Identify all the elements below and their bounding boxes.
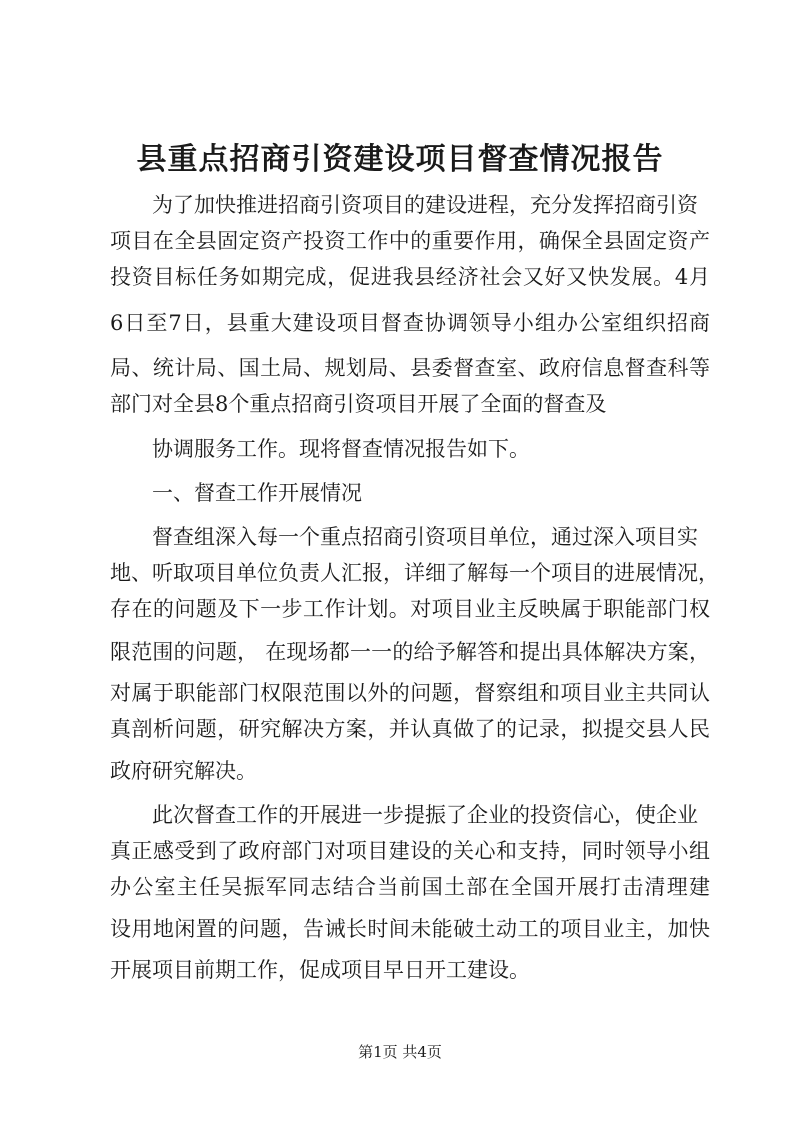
section-heading: 一、督查工作开展情况 — [152, 481, 362, 505]
paragraph-line: 真正感受到了政府部门对项目建设的关心和支持，同时领导小组 — [110, 839, 710, 863]
paragraph-line: 存在的问题及下一步工作计划。对项目业主反映属于职能部门权 — [110, 597, 710, 621]
paragraph-line: 真剖析问题，研究解决方案，并认真做了的记录，拟提交县人民 — [110, 717, 710, 741]
document-title: 县重点招商引资建设项目督查情况报告 — [136, 142, 664, 177]
paragraph-line: 项目在全县固定资产投资工作中的重要作用，确保全县固定资产 — [110, 229, 710, 253]
paragraph-line: 地、听取项目单位负责人汇报，详细了解每一个项目的进展情况， — [110, 561, 719, 585]
paragraph-line: 协调服务工作。现将督查情况报告如下。 — [152, 437, 530, 461]
paragraph-line: 对属于职能部门权限范围以外的问题，督察组和项目业主共同认 — [110, 681, 710, 705]
page-number: 第1页 共4页 — [358, 1043, 442, 1061]
paragraph-line: 开展项目前期工作，促成项目早日开工建设。 — [110, 958, 530, 982]
paragraph-line: 局、统计局、国土局、规划局、县委督查室、政府信息督查科等 — [110, 356, 710, 380]
paragraph-line: 政府研究解决。 — [110, 759, 257, 783]
paragraph-line: 督查组深入每一个重点招商引资项目单位，通过深入项目实 — [152, 525, 698, 549]
paragraph-line: 办公室主任吴振军同志结合当前国土部在全国开展打击清理建 — [110, 875, 710, 899]
paragraph-line: 6日至7日，县重大建设项目督查协调领导小组办公室组织招商 — [110, 311, 710, 335]
paragraph-line: 部门对全县8个重点招商引资项目开展了全面的督查及 — [110, 392, 607, 416]
paragraph-line: 限范围的问题， 在现场都一一的给予解答和提出具体解决方案， — [110, 640, 710, 664]
paragraph-line: 为了加快推进招商引资项目的建设进程，充分发挥招商引资 — [152, 193, 698, 217]
paragraph-line: 设用地闲置的问题，告诫长时间未能破土动工的项目业主，加快 — [110, 917, 710, 941]
paragraph-line: 此次督查工作的开展进一步提振了企业的投资信心，使企业 — [152, 803, 698, 827]
paragraph-line: 投资目标任务如期完成，促进我县经济社会又好又快发展。4月 — [110, 265, 710, 289]
